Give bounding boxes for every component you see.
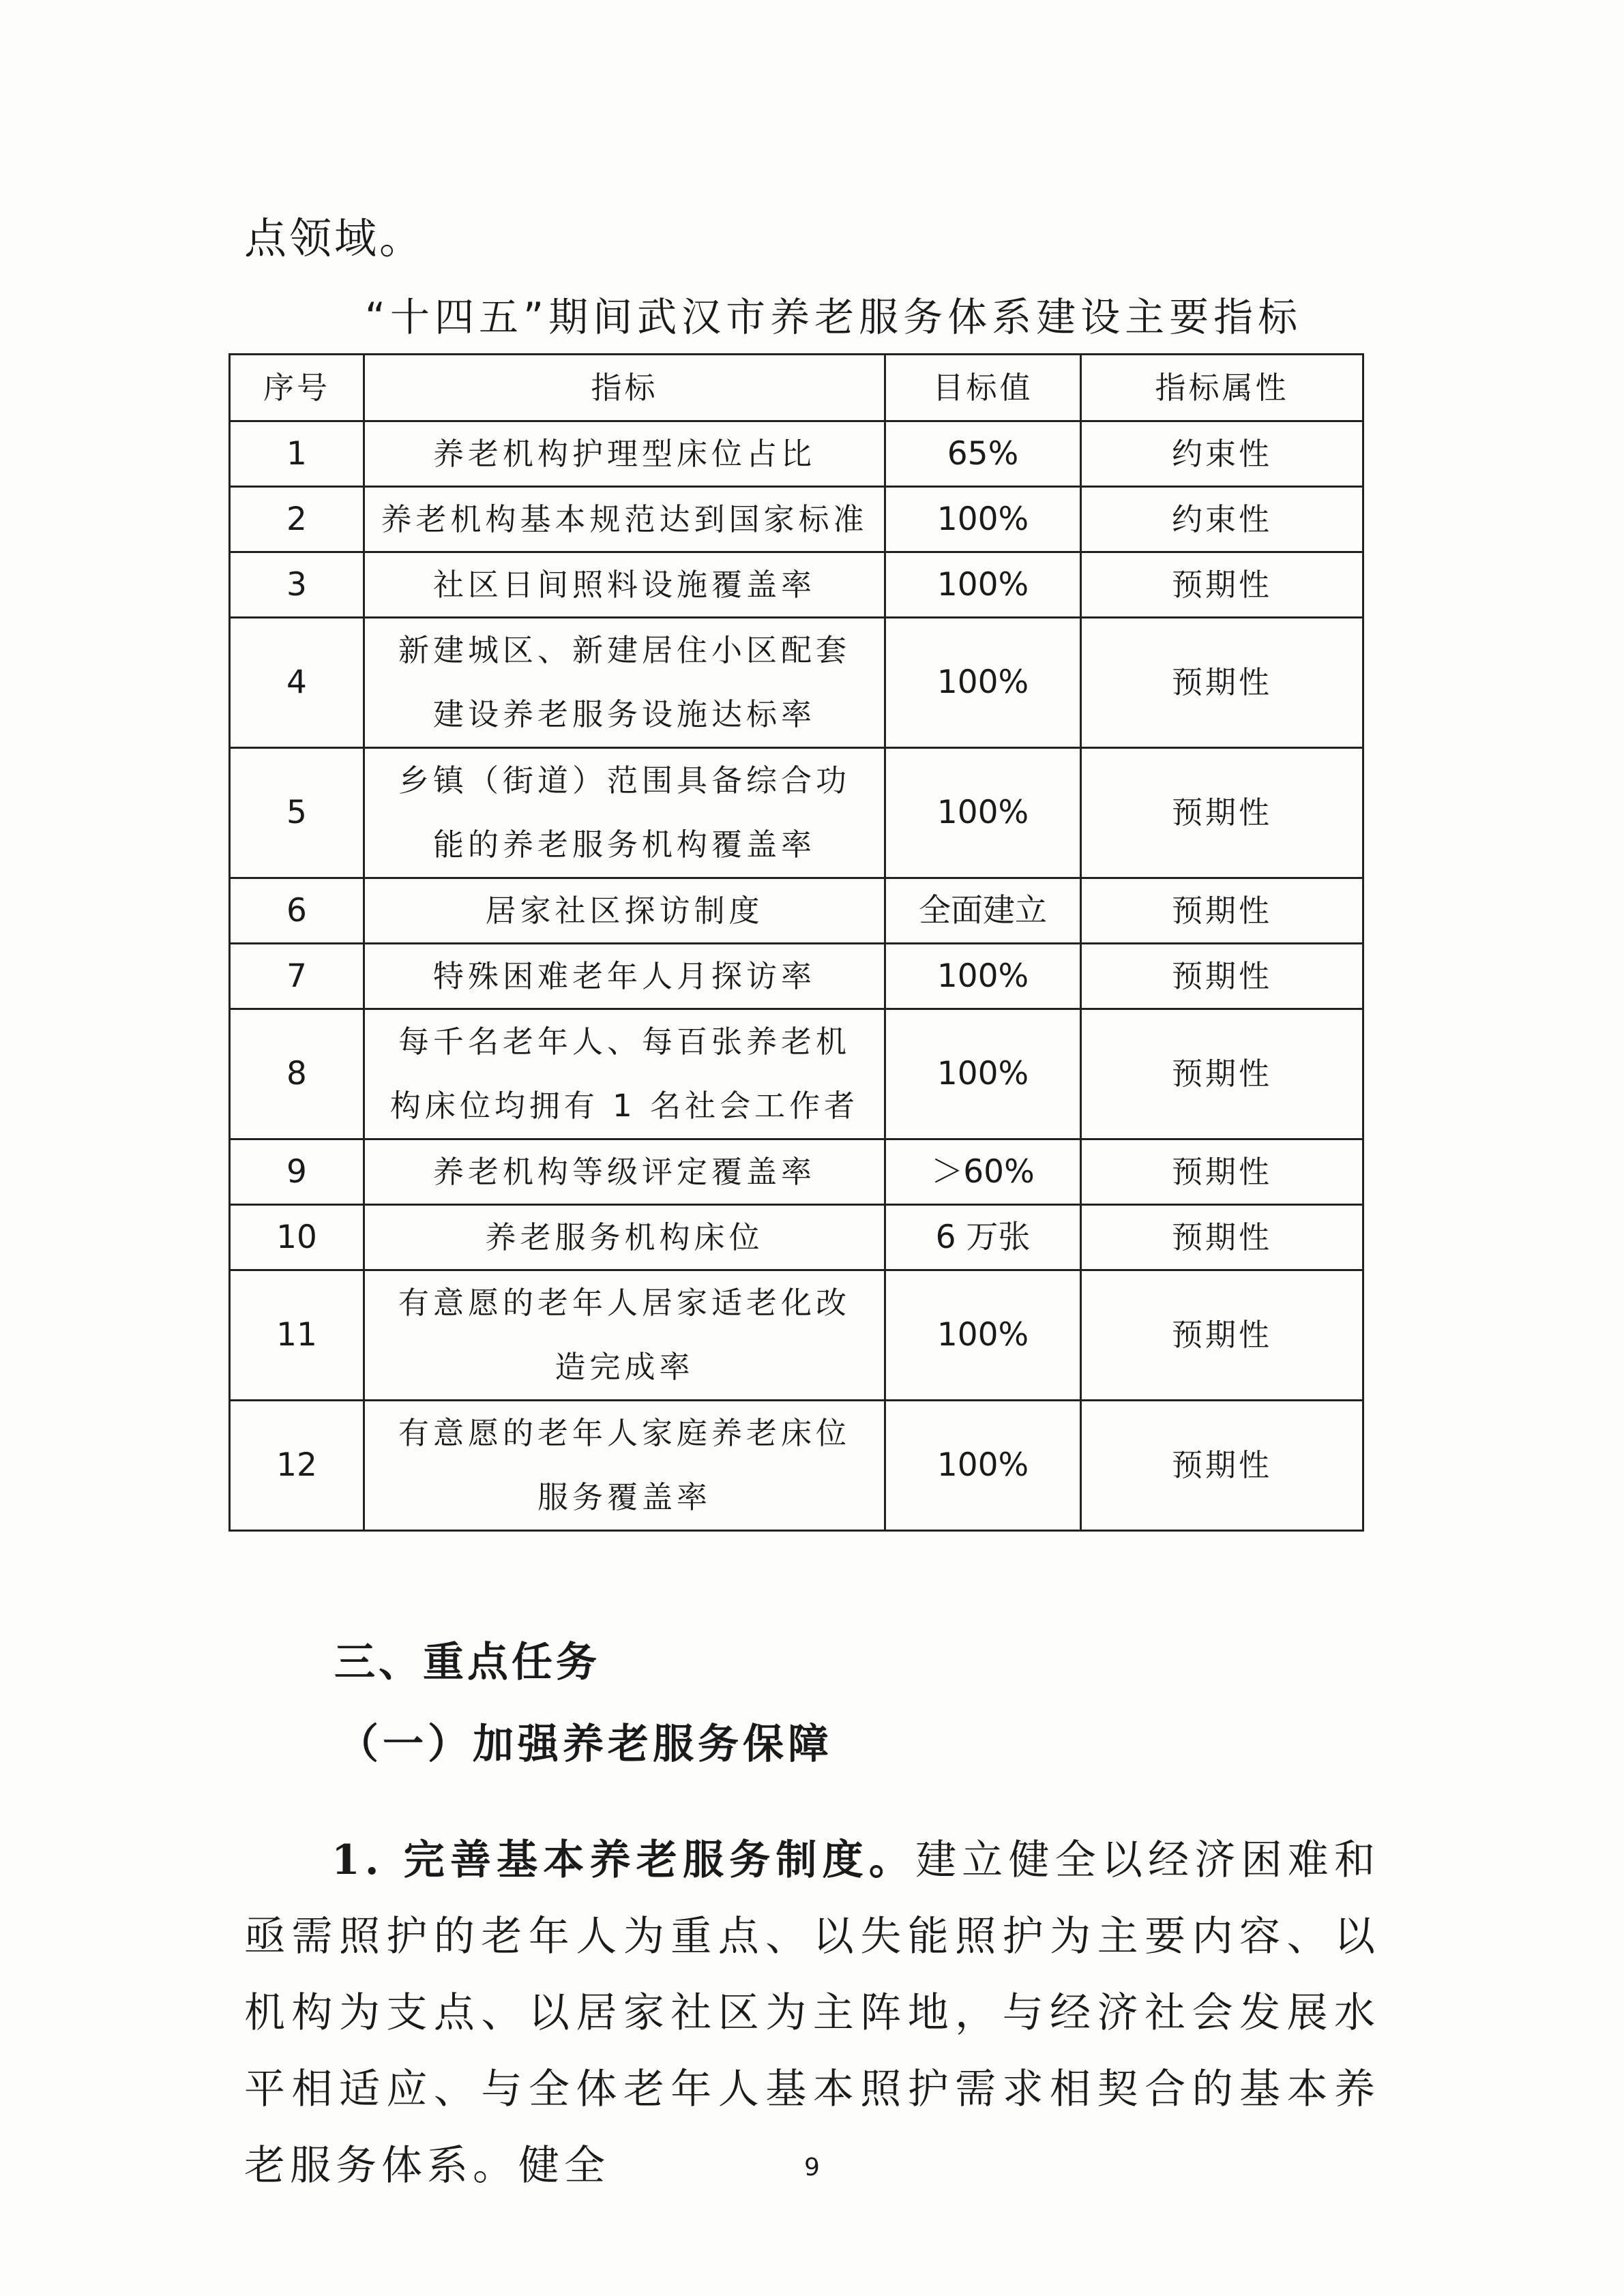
table-row bbox=[230, 944, 1363, 1009]
table-header-row bbox=[230, 355, 1363, 421]
row-target: 100% bbox=[885, 618, 1081, 748]
row-attribute: 预期性 bbox=[1081, 748, 1363, 878]
row-indicator bbox=[364, 748, 885, 878]
lead-text: 点领域。 bbox=[244, 213, 425, 263]
row-target: 100% bbox=[885, 1401, 1081, 1531]
table-row bbox=[230, 748, 1363, 878]
row-attribute: 预期性 bbox=[1081, 1270, 1363, 1401]
row-target: ＞60% bbox=[885, 1139, 1081, 1205]
row-no: 6 bbox=[230, 878, 364, 944]
row-attribute: 预期性 bbox=[1081, 1009, 1363, 1139]
row-no: 7 bbox=[230, 944, 364, 1009]
paragraph-text: 建立健全以经济困难和亟需照护的老年人为重点、以失能照护为主要内容、以机构为支点、以居家社区为主阵地，与经济社会发展水平相适应、与全体老年人基本照护需求相契合的基本养老服务体系。健全 bbox=[244, 1836, 1380, 2190]
table-row bbox=[230, 878, 1363, 944]
row-indicator: 居家社区探访制度 bbox=[364, 878, 885, 944]
row-attribute: 预期性 bbox=[1081, 1205, 1363, 1270]
row-indicator: 养老机构护理型床位占比 bbox=[364, 421, 885, 487]
table-title: “十四五”期间武汉市养老服务体系建设主要指标 bbox=[365, 294, 1303, 340]
row-indicator bbox=[364, 1270, 885, 1401]
header-indicator: 指标 bbox=[364, 355, 885, 421]
row-no: 12 bbox=[230, 1401, 364, 1531]
row-attribute: 预期性 bbox=[1081, 1139, 1363, 1205]
paragraph-bold-lead: 1. 完善基本养老服务制度。 bbox=[331, 1836, 916, 1884]
row-target: 100% bbox=[885, 552, 1081, 618]
table-row bbox=[230, 1139, 1363, 1205]
table-row bbox=[230, 1205, 1363, 1270]
row-indicator-text: 有意愿的老年人居家适老化改造完成率 bbox=[398, 1285, 851, 1385]
row-target: 6 万张 bbox=[885, 1205, 1081, 1270]
row-target: 100% bbox=[885, 748, 1081, 878]
table-row bbox=[230, 421, 1363, 487]
row-attribute: 预期性 bbox=[1081, 552, 1363, 618]
table-row bbox=[230, 1401, 1363, 1531]
row-no: 5 bbox=[230, 748, 364, 878]
row-indicator bbox=[364, 1009, 885, 1139]
row-indicator: 养老服务机构床位 bbox=[364, 1205, 885, 1270]
row-no: 9 bbox=[230, 1139, 364, 1205]
row-attribute: 预期性 bbox=[1081, 878, 1363, 944]
row-target: 全面建立 bbox=[885, 878, 1081, 944]
row-indicator: 社区日间照料设施覆盖率 bbox=[364, 552, 885, 618]
row-target: 100% bbox=[885, 1009, 1081, 1139]
row-indicator bbox=[364, 618, 885, 748]
row-attribute: 预期性 bbox=[1081, 1401, 1363, 1531]
indicator-table bbox=[228, 353, 1364, 1532]
row-no: 10 bbox=[230, 1205, 364, 1270]
row-no: 8 bbox=[230, 1009, 364, 1139]
table-row bbox=[230, 552, 1363, 618]
page-number: 9 bbox=[804, 2153, 820, 2181]
table-row bbox=[230, 487, 1363, 552]
row-target: 65% bbox=[885, 421, 1081, 487]
row-indicator: 养老机构基本规范达到国家标准 bbox=[364, 487, 885, 552]
header-no: 序号 bbox=[230, 355, 364, 421]
row-attribute: 预期性 bbox=[1081, 944, 1363, 1009]
row-indicator-text: 每千名老年人、每百张养老机构床位均拥有 1 名社会工作者 bbox=[389, 1024, 859, 1124]
row-indicator-text: 有意愿的老年人家庭养老床位服务覆盖率 bbox=[398, 1415, 851, 1515]
row-target: 100% bbox=[885, 1270, 1081, 1401]
body-paragraph bbox=[244, 1822, 1380, 2204]
section-heading: 三、重点任务 bbox=[334, 1639, 600, 1686]
row-no: 2 bbox=[230, 487, 364, 552]
row-no: 1 bbox=[230, 421, 364, 487]
row-indicator: 养老机构等级评定覆盖率 bbox=[364, 1139, 885, 1205]
row-no: 11 bbox=[230, 1270, 364, 1401]
subsection-heading: （一）加强养老服务保障 bbox=[338, 1720, 833, 1768]
table-row bbox=[230, 618, 1363, 748]
header-attribute: 指标属性 bbox=[1081, 355, 1363, 421]
table-row bbox=[230, 1009, 1363, 1139]
row-indicator-text: 乡镇（街道）范围具备综合功能的养老服务机构覆盖率 bbox=[398, 762, 851, 863]
table-row bbox=[230, 1270, 1363, 1401]
row-indicator-text: 新建城区、新建居住小区配套建设养老服务设施达标率 bbox=[398, 632, 851, 732]
row-attribute: 约束性 bbox=[1081, 421, 1363, 487]
row-indicator bbox=[364, 1401, 885, 1531]
row-indicator: 特殊困难老年人月探访率 bbox=[364, 944, 885, 1009]
row-no: 4 bbox=[230, 618, 364, 748]
row-attribute: 约束性 bbox=[1081, 487, 1363, 552]
row-attribute: 预期性 bbox=[1081, 618, 1363, 748]
row-target: 100% bbox=[885, 944, 1081, 1009]
row-target: 100% bbox=[885, 487, 1081, 552]
header-target: 目标值 bbox=[885, 355, 1081, 421]
row-no: 3 bbox=[230, 552, 364, 618]
